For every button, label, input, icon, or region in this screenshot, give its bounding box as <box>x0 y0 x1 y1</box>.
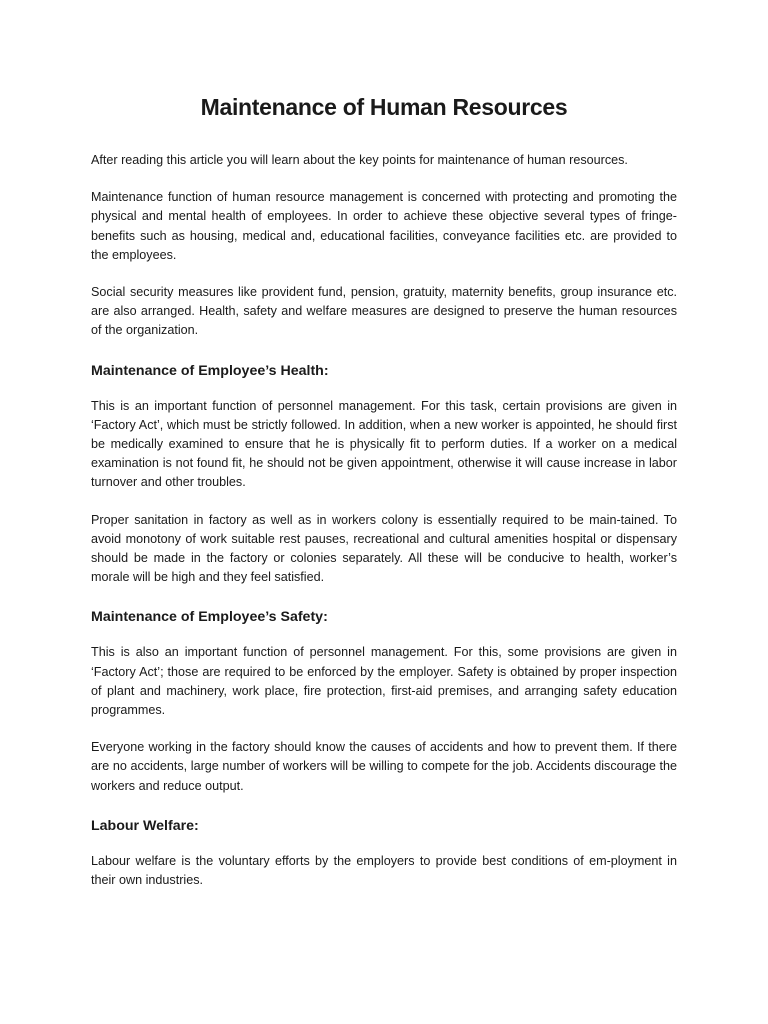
body-paragraph: Social security measures like provident fund, pension, gratuity, maternity benefits, group insurance etc. are also arranged. Health, safety and welfare measures are designed to preserve the human resources of the organization. <box>91 285 677 338</box>
section-welfare <box>91 818 677 890</box>
section-health <box>91 363 677 588</box>
section-heading: Maintenance of Employee’s Health: <box>91 362 329 379</box>
document-title: Maintenance of Human Resources <box>200 94 568 120</box>
section-heading: Maintenance of Employee’s Safety: <box>91 609 328 626</box>
body-paragraph: Proper sanitation in factory as well as in workers colony is essentially required to be main-tained. To avoid monotony of work suitable rest pauses, recreational and cultural amenities hospital or dispensary should be made in the factory or colonies separately. All these will be conducive to health, worker’s morale will be high and they feel satisfied. <box>91 512 677 585</box>
body-paragraph: Everyone working in the factory should know the causes of accidents and how to prevent them. If there are no accidents, large number of workers will be willing to compete for the job. Accidents discourage the workers and reduce output. <box>91 740 677 793</box>
section-heading: Labour Welfare: <box>91 817 199 834</box>
body-paragraph: Maintenance function of human resource management is concerned with protecting and promoting the physical and mental health of employees. In order to achieve these objective several types of fringe-benefits such as housing, medical and, educational facilities, conveyance facilities etc. are provided to the employees. <box>91 190 677 262</box>
section-safety <box>91 609 677 795</box>
intro-paragraph: After reading this article you will learn about the key points for maintenance of human resources. <box>91 153 628 167</box>
body-paragraph: Labour welfare is the voluntary efforts by the employers to provide best conditions of em-ployment in their own industries. <box>91 853 677 888</box>
document-page <box>91 94 677 908</box>
body-paragraph: This is an important function of personnel management. For this task, certain provisions are given in ‘Factory Act’, which must be strictly followed. In addition, when a new worker is appointed, he should first be medically examined to ensure that he is physically fit to perform duties. If a worker on a medical examination is not found fit, he should not be given appointment, otherwise it will cause increase in labor turnover and other troubles. <box>91 398 677 490</box>
body-paragraph: This is also an important function of personnel management. For this, some provisions are given in ‘Factory Act’; those are required to be enforced by the employer. Safety is obtained by proper inspection of plant and machinery, work place, fire protection, first-aid premises, and arranging safety education programmes. <box>91 645 677 718</box>
